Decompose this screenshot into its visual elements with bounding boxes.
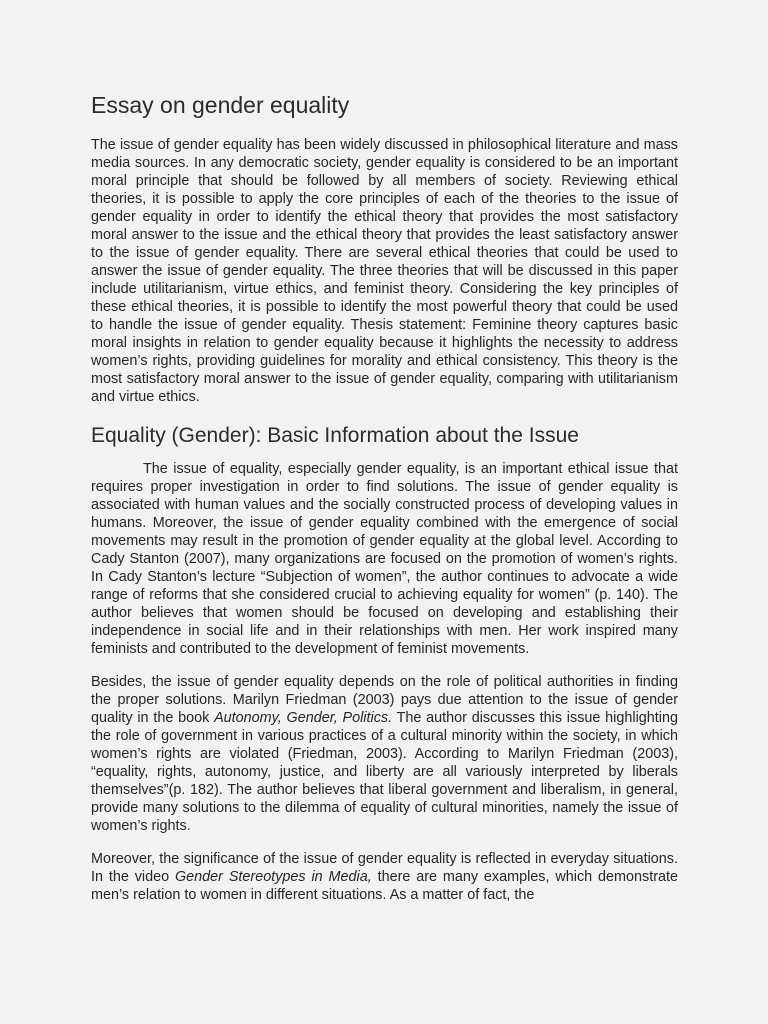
body-paragraph-1: The issue of equality, especially gender equality, is an important ethical issue that requires proper investigation in order to find solutions. The issue of gender equality is associated with human values and the socially constructed process of developing values in humans. Moreover, the issue of gender equality combined with the emergence of social movements may result in the promotion of gender equality at the global level. According to Cady Stanton (2007), many organizations are focused on the promotion of women’s rights. In Cady Stanton’s lecture “Subjection of women”, the author continues to advocate a wide range of reforms that she considered crucial to achieving equality for women” (p. 140). The author believes that women should be focused on developing and establishing their independence in social life and in their relationships with men. Her work inspired many feminists and contributed to the development of feminist movements.	[91, 461, 678, 657]
paragraph-2-text-end: The author discusses this issue highlighting the role of government in various practices of a cultural minority within the society, in which women’s rights are violated (Friedman, 2003). According to Marilyn Friedman (2003), “equality, rights, autonomy, justice, and liberty are all variously interpreted by liberals themselves”(p. 182). The author believes that liberal government and liberalism, in general, provide many solutions to the dilemma of equality of cultural minorities, namely the issue of women’s rights.	[91, 710, 678, 834]
video-title-italic: Gender Stereotypes in Media,	[174, 869, 372, 885]
body-paragraph-3	[91, 850, 678, 904]
paragraph-3-text-start: Moreover, the significance of the issue of gender equality is reflected in everyday situations. In the video	[91, 851, 678, 885]
section-heading: Equality (Gender): Basic Information about the Issue	[91, 424, 579, 447]
intro-paragraph: The issue of gender equality has been widely discussed in philosophical literature and mass media sources. In any democratic society, gender equality is considered to be an important moral principle that should be followed by all members of society. Reviewing ethical theories, it is possible to apply the core principles of each of the theories to the issue of gender equality in order to identify the ethical theory that provides the most satisfactory moral answer to the issue and the ethical theory that provides the least satisfactory answer to the issue of gender equality. There are several ethical theories that could be used to answer the issue of gender equality. The three theories that will be discussed in this paper include utilitarianism, virtue ethics, and feminist theory. Considering the key principles of these ethical theories, it is possible to identify the most powerful theory that could be used to handle the issue of gender equality. Thesis statement: Feminine theory captures basic moral insights in relation to gender equality because it highlights the necessity to address women’s rights, providing guidelines for morality and ethical consistency. This theory is the most satisfactory moral answer to the issue of gender equality, comparing with utilitarianism and virtue ethics.	[91, 137, 678, 405]
document-content	[91, 90, 678, 919]
paragraph-3-text-end: there are many examples, which demonstrate men’s relation to women in different situations. As a matter of fact, the	[91, 869, 678, 903]
page-title: Essay on gender equality	[91, 92, 350, 118]
book-title-italic: Autonomy, Gender, Politics.	[214, 710, 393, 726]
body-paragraph-2	[91, 673, 678, 835]
paragraph-2-text-start: Besides, the issue of gender equality depends on the role of political authorities in finding the proper solutions. Marilyn Friedman (2003) pays due attention to the issue of gender quality in the book	[91, 674, 678, 726]
